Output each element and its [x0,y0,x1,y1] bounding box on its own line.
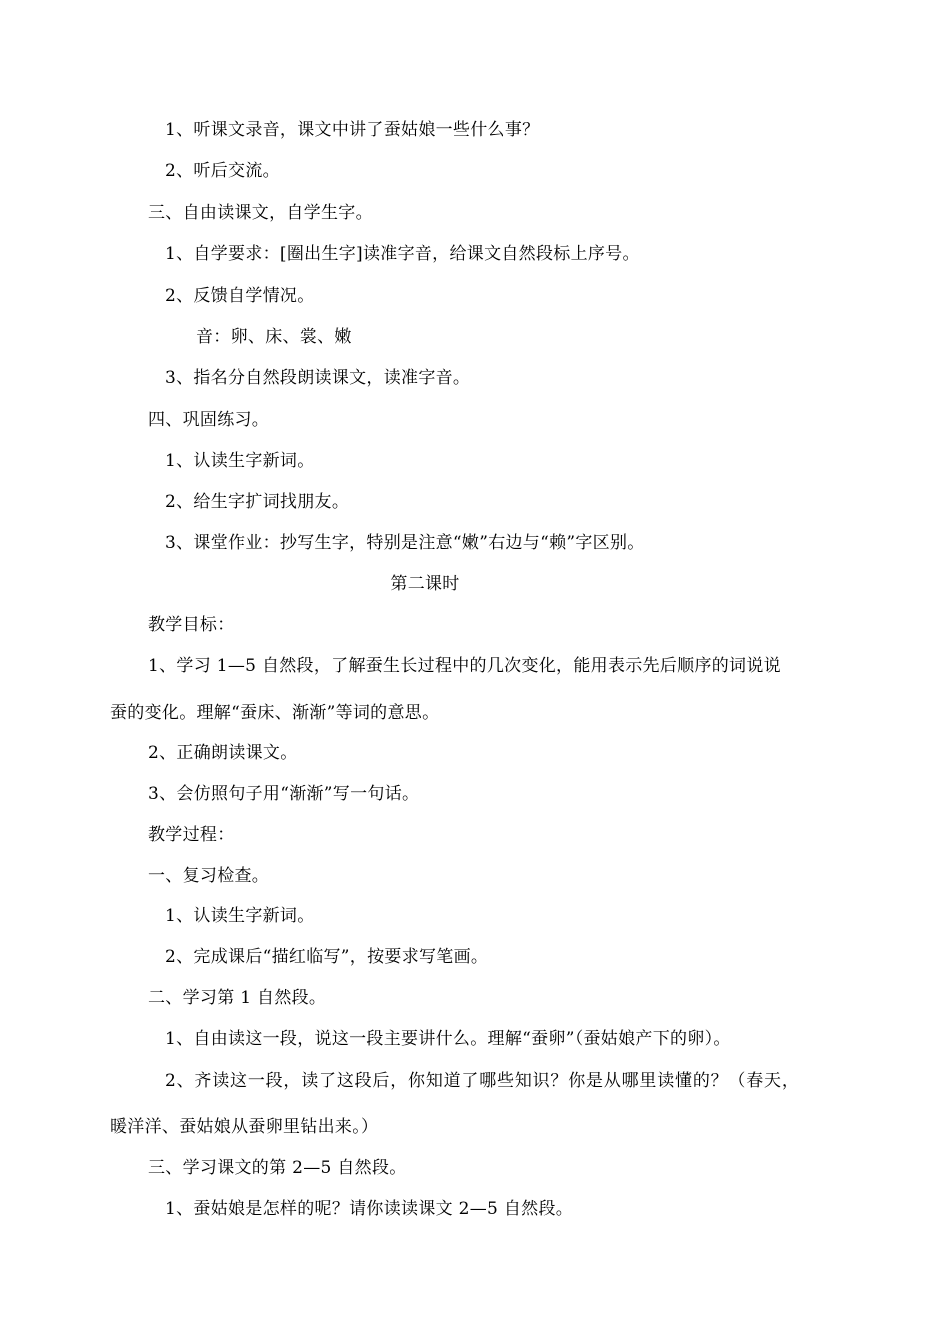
text-line: 1、自由读这一段，说这一段主要讲什么。理解“蚕卵”（蚕姑娘产下的卵）。 [165,1029,731,1049]
text-line: 2、完成课后“描红临写”，按要求写笔画。 [165,947,489,967]
text-line: 3、会仿照句子用“渐渐”写一句话。 [148,784,420,804]
text-line: 3、指名分自然段朗读课文，读准字音。 [165,368,471,388]
section-heading: 教学目标： [148,615,235,635]
text-line: 1、学习 1—5 自然段，了解蚕生长过程中的几次变化，能用表示先后顺序的词说说 [148,656,781,676]
text-line: 暖洋洋、蚕姑娘从蚕卵里钻出来。） [110,1117,379,1137]
section-heading: 三、自由读课文，自学生字。 [148,203,373,223]
text-line: 2、给生字扩词找朋友。 [165,492,350,512]
text-line: 1、认读生字新词。 [165,451,315,471]
text-line: 2、反馈自学情况。 [165,286,315,306]
text-line: 1、蚕姑娘是怎样的呢？请你读读课文 2—5 自然段。 [165,1199,574,1219]
text-line: 2、正确朗读课文。 [148,743,298,763]
section-heading: 四、巩固练习。 [148,410,270,430]
text-line: 蚕的变化。理解“蚕床、渐渐”等词的意思。 [110,703,440,723]
text-line: 2、听后交流。 [165,161,280,181]
lesson-title: 第二课时 [390,574,460,594]
section-heading: 二、学习第 1 自然段。 [148,988,327,1008]
text-line: 音：卵、床、裳、嫩 [196,327,352,347]
text-line: 1、认读生字新词。 [165,906,315,926]
section-heading: 教学过程： [148,825,235,845]
text-line: 3、课堂作业：抄写生字，特别是注意“嫩”右边与“赖”字区别。 [165,533,645,553]
section-heading: 三、学习课文的第 2—5 自然段。 [148,1158,407,1178]
section-heading: 一、复习检查。 [148,866,270,886]
text-line: 1、听课文录音，课文中讲了蚕姑娘一些什么事？ [165,120,540,140]
text-line: 1、自学要求：[圈出生字]读准字音，给课文自然段标上序号。 [165,244,640,264]
text-line: 2、齐读这一段，读了这段后，你知道了哪些知识？你是从哪里读懂的？（春天， [165,1071,800,1091]
